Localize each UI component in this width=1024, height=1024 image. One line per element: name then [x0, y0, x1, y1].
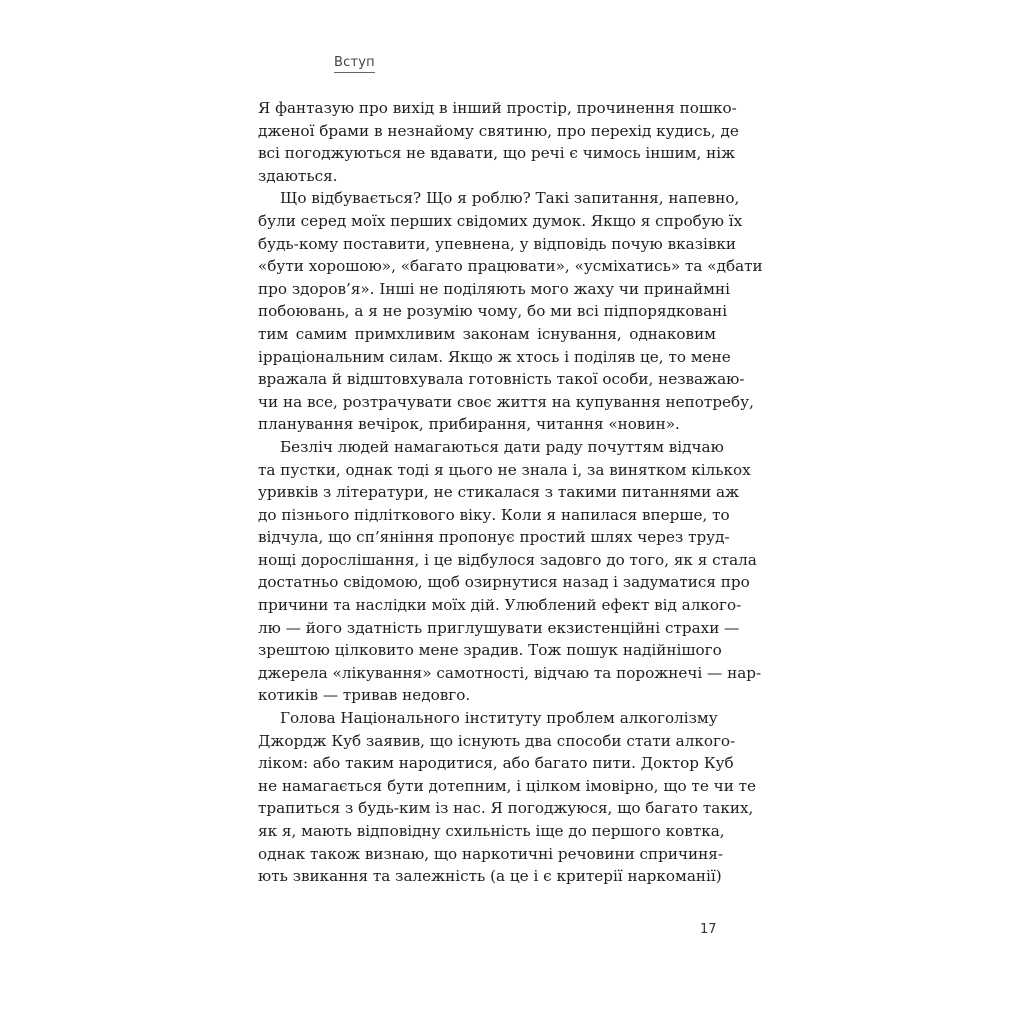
text-line: ють звикання та залежність (а це і є критерії наркоманії)	[258, 867, 722, 886]
text-line: будь-кому поставити, упевнена, у відповідь почую вказівки	[258, 234, 737, 253]
paragraph	[258, 187, 763, 436]
text-line: дженої брами в незнайому святиню, про перехід кудись, де	[258, 121, 739, 140]
text-line: тим самим примхливим законам існування, однаковим	[258, 324, 716, 343]
text-line: котиків — тривав недовго.	[258, 686, 471, 705]
page-number: 17	[700, 922, 717, 937]
paragraph	[258, 97, 739, 187]
text-line: Безліч людей намагаються дати раду почуттям відчаю	[280, 437, 724, 456]
text-line: чи на все, розтрачувати своє життя на купування непотребу,	[258, 392, 754, 411]
body-text	[258, 97, 763, 888]
text-line: лю — його здатність приглушувати екзистенційні страхи —	[258, 618, 740, 637]
text-line: були серед моїх перших свідомих думок. Якщо я спробую їх	[258, 211, 743, 230]
text-line: до пізнього підліткового віку. Коли я напилася вперше, то	[258, 505, 730, 524]
text-line: уривків з літератури, не стикалася з такими питаннями аж	[258, 483, 740, 502]
running-head: Вступ	[334, 55, 375, 73]
text-line: всі погоджуються не вдавати, що речі є чимось іншим, ніж	[258, 144, 736, 163]
text-line: здаються.	[258, 166, 338, 185]
text-line: «бути хорошою», «багато працювати», «усміхатись» та «дбати	[258, 257, 763, 276]
text-line: Голова Національного інституту проблем алкоголізму	[280, 709, 718, 728]
text-line: однак також визнаю, що наркотичні речовини спричиня-	[258, 844, 724, 863]
text-line: достатньо свідомою, щоб озирнутися назад і задуматися про	[258, 573, 750, 592]
paragraph	[258, 707, 757, 888]
text-line: вражала й відштовхувала готовність такої особи, незважаю-	[258, 370, 745, 389]
paragraph	[258, 436, 762, 707]
text-line: побоювань, а я не розумію чому, бо ми всі підпорядковані	[258, 302, 728, 321]
text-line: планування вечірок, прибирання, читання «новин».	[258, 415, 680, 434]
text-line: ліком: або таким народитися, або багато пити. Доктор Куб	[258, 754, 734, 773]
text-line: про здоров’я». Інші не поділяють мого жаху чи принаймні	[258, 279, 730, 298]
text-line: та пустки, однак тоді я цього не знала і, за винятком кількох	[258, 460, 751, 479]
text-line: не намагається бути дотепним, і цілком імовірно, що те чи те	[258, 776, 757, 795]
text-line: Що відбувається? Що я роблю? Такі запитання, напевно,	[280, 189, 740, 208]
text-line: джерела «лікування» самотності, відчаю та порожнечі — нар-	[258, 663, 762, 682]
text-line: як я, мають відповідну схильність іще до першого ковтка,	[258, 822, 725, 840]
text-line: Джордж Куб заявив, що існують два способи стати алкого-	[258, 731, 736, 750]
text-line: нощі дорослішання, і це відбулося задовго до того, як я стала	[258, 550, 757, 569]
text-line: Я фантазую про вихід в інший простір, прочинення пошко-	[258, 99, 737, 117]
text-line: трапиться з будь-ким із нас. Я погоджуюся, що багато таких,	[258, 799, 754, 818]
text-line: ірраціональним силам. Якщо ж хтось і поділяв це, то мене	[258, 347, 731, 366]
text-line: причини та наслідки моїх дій. Улюблений ефект від алкого-	[258, 596, 742, 615]
text-line: зрештою цілковито мене зрадив. Тож пошук надійнішого	[258, 641, 722, 660]
text-line: відчула, що сп’яніння пропонує простий шлях через труд-	[258, 528, 730, 547]
